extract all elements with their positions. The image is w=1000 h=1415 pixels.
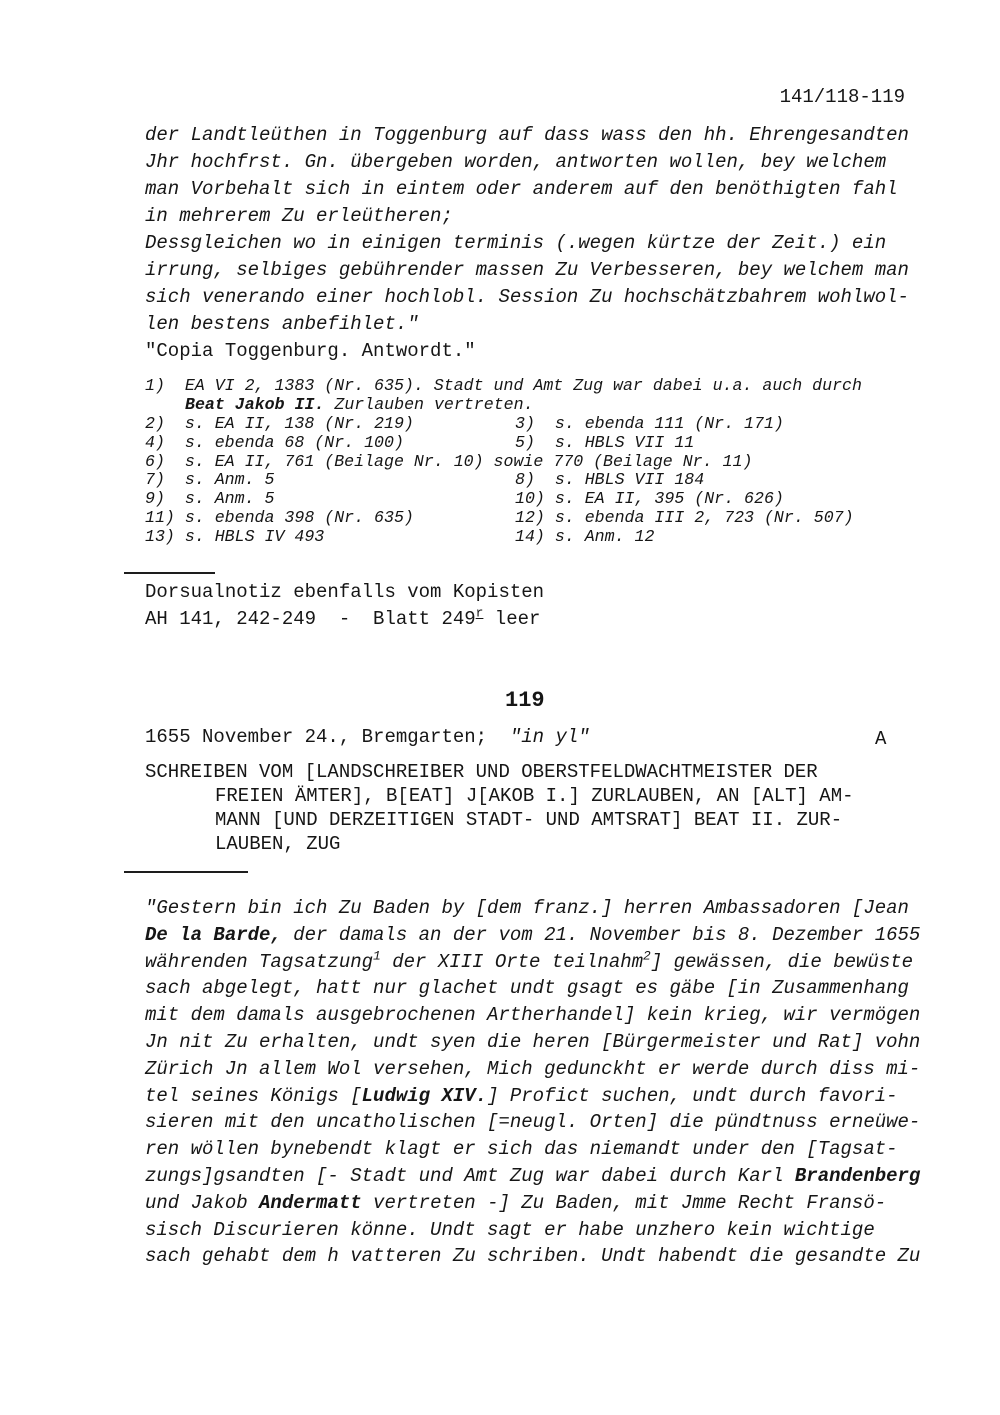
text-segment: Dorsualnotiz ebenfalls vom Kopisten — [145, 581, 545, 603]
text-segment: sach gehabt dem h vatteren Zu schriben. Undt habendt die gesandte Zu — [145, 1245, 921, 1268]
text-segment: mit dem damals ausgebrochenen Artherhandel] kein krieg, wir vermögen — [145, 1004, 921, 1027]
text-segment: 1 — [373, 948, 381, 964]
text-line — [145, 922, 920, 949]
text-line — [145, 176, 909, 203]
text-segment: der damals an der vom 21. November bis 8. Dezember 1655 — [281, 923, 921, 946]
text-line — [145, 832, 854, 856]
text-segment: 1655 November 24., Bremgarten; — [145, 726, 510, 748]
text-line — [145, 434, 862, 453]
text-segment: vertreten -] Zu Baden, mit Jmme Recht Fransö- — [361, 1191, 887, 1214]
text-segment: irrung, selbiges gebührender massen Zu Verbesseren, bey welchem man — [145, 259, 909, 281]
text-line — [145, 1056, 920, 1083]
text-segment: Jhr hochfrst. Gn. übergeben worden, antworten wollen, bey welchem — [145, 151, 887, 173]
text-line — [145, 1002, 920, 1029]
footnote-right-column — [515, 471, 704, 490]
text-line — [145, 528, 862, 547]
text-segment: Dessgleichen wo in einigen terminis (.wegen kürtze der Zeit.) ein — [145, 232, 887, 254]
separator-rule-title — [124, 871, 248, 873]
text-segment: sisch Discurieren könne. Undt sagt er habe unzhero kein wichtige — [145, 1218, 875, 1241]
footnotes-118-block — [145, 377, 862, 547]
text-segment: "in yl" — [509, 726, 590, 748]
text-segment: 2) s. EA II, 138 (Nr. 219) — [145, 413, 414, 433]
text-segment: ren wöllen bynebendt klagt er sich das niemandt under den [Tagsat- — [145, 1138, 898, 1161]
text-line — [145, 975, 920, 1002]
text-segment: 13) s. HBLS IV 493 — [145, 527, 325, 547]
document-body-transcript — [145, 895, 920, 1270]
text-line — [145, 1217, 920, 1244]
text-line — [145, 727, 590, 747]
footnote-right-column — [515, 528, 654, 547]
text-segment: 4) s. ebenda 68 (Nr. 100) — [145, 432, 404, 452]
text-segment: Zurlauben vertreten. — [324, 394, 534, 414]
text-line — [145, 1243, 920, 1270]
text-line — [145, 122, 909, 149]
text-segment: FREIEN ÄMTER], B[EAT] J[AKOB I.] ZURLAUBEN, AN [ALT] AM- — [215, 785, 854, 807]
text-segment: 14) s. Anm. 12 — [515, 527, 655, 547]
text-segment: 9) s. Anm. 5 — [145, 489, 275, 509]
footnote-right-column — [515, 434, 694, 453]
text-segment: der Landtleüthen in Toggenburg auf dass wass den hh. Ehrengesandten — [145, 124, 909, 146]
text-line — [145, 257, 909, 284]
text-line — [145, 377, 862, 396]
text-segment: Ludwig XIV. — [361, 1084, 488, 1107]
text-line — [145, 579, 544, 606]
text-segment: Zürich Jn allem Wol versehen, Mich gedunckht er werde durch diss mi- — [145, 1057, 921, 1080]
text-segment: De la Barde, — [145, 923, 282, 946]
text-line — [145, 471, 862, 490]
dorsual-note-block — [145, 579, 544, 633]
text-segment: 10) s. EA II, 395 (Nr. 626) — [515, 489, 784, 509]
text-line — [145, 949, 920, 976]
page-reference-number: 141/118-119 — [779, 86, 905, 108]
text-segment: und Jakob — [145, 1191, 260, 1214]
text-line — [145, 338, 909, 365]
text-segment: ] Profict suchen, undt durch favori- — [487, 1084, 898, 1107]
footnote-right-column — [515, 509, 854, 528]
text-segment: 3) s. ebenda 111 (Nr. 171) — [515, 413, 784, 433]
text-segment: währenden Tagsatzung — [145, 950, 374, 973]
text-segment: sieren mit den uncatholischen [=neugl. Orten] die pündtnuss erneüwe- — [145, 1111, 921, 1134]
text-segment: 12) s. ebenda III 2, 723 (Nr. 507) — [515, 508, 854, 528]
text-segment: "Gestern bin ich Zu Baden by [dem franz.] herren Ambassadoren [Jean — [145, 897, 909, 919]
text-line — [145, 1029, 920, 1056]
text-segment: r — [475, 605, 484, 621]
document-title-block — [145, 760, 854, 856]
text-line — [145, 203, 909, 230]
text-segment: 2 — [643, 948, 651, 964]
text-segment: Andermatt — [259, 1191, 362, 1214]
text-line — [145, 784, 854, 808]
text-segment: sach abgelegt, hatt nur glachet undt gsagt es gäbe [in Zusammenhang — [145, 977, 909, 1000]
text-line — [145, 453, 862, 472]
text-segment: tel seines Königs [ — [145, 1084, 362, 1107]
text-segment: "Copia Toggenburg. Antwordt." — [145, 340, 476, 362]
text-segment: Jn nit Zu erhalten, undt syen die heren [Bürgermeister und Rat] vohn — [145, 1030, 921, 1053]
text-segment: Beat Jakob II. — [185, 394, 325, 414]
text-segment: sich venerando einer hochlobl. Session Zu hochschätzbahrem wohlwol- — [145, 286, 909, 308]
document-dateline — [145, 727, 590, 747]
text-segment: Brandenberg — [794, 1164, 921, 1187]
text-line — [145, 509, 862, 528]
text-segment: 7) s. Anm. 5 — [145, 470, 275, 490]
text-segment: len bestens anbefihlet." — [145, 313, 419, 335]
footnote-right-column — [515, 415, 784, 434]
text-line — [145, 490, 862, 509]
separator-rule-dorsual — [124, 572, 215, 574]
text-segment: man Vorbehalt sich in eintem oder anderem auf den benöthigten fahl — [145, 178, 898, 200]
text-segment: zungs]gsandten [- Stadt und Amt Zug war dabei durch Karl — [145, 1164, 795, 1187]
text-line — [145, 230, 909, 257]
text-line — [145, 1190, 920, 1217]
text-segment: in mehrerem Zu erleütheren; — [145, 205, 453, 227]
source-siglum: A — [875, 728, 887, 750]
text-line — [145, 895, 920, 922]
text-segment: ] gewässen, die bewüste — [650, 950, 914, 973]
text-line — [145, 1163, 920, 1190]
transcript-118-quote-block — [145, 122, 909, 365]
text-line — [145, 808, 854, 832]
text-segment: 11) s. ebenda 398 (Nr. 635) — [145, 508, 414, 528]
text-line — [145, 1083, 920, 1110]
text-segment: leer — [483, 608, 541, 630]
text-line — [145, 1136, 920, 1163]
text-segment: AH 141, 242-249 - Blatt 249 — [145, 608, 476, 630]
text-line — [145, 284, 909, 311]
document-number-heading: 119 — [505, 688, 545, 713]
text-segment: LAUBEN, ZUG — [215, 833, 341, 855]
text-line — [145, 760, 854, 784]
text-line — [145, 311, 909, 338]
text-segment: MANN [UND DERZEITIGEN STADT- UND AMTSRAT] BEAT II. ZUR- — [215, 809, 843, 831]
text-segment: der XIII Orte teilnahm — [380, 950, 644, 973]
text-line — [145, 1109, 920, 1136]
text-segment: SCHREIBEN VOM [LANDSCHREIBER UND OBERSTFELDWACHTMEISTER DER — [145, 761, 818, 783]
text-line — [145, 396, 862, 415]
text-segment: 8) s. HBLS VII 184 — [515, 470, 705, 490]
text-line — [145, 606, 544, 633]
text-line — [145, 415, 862, 434]
footnote-right-column — [515, 490, 784, 509]
text-line — [145, 149, 909, 176]
text-segment: 6) s. EA II, 761 (Beilage Nr. 10) sowie 770 (Beilage Nr. 11) — [145, 451, 753, 471]
text-segment: 1) EA VI 2, 1383 (Nr. 635). Stadt und Amt Zug war dabei u.a. auch durch — [145, 376, 862, 395]
text-segment: 5) s. HBLS VII 11 — [515, 432, 695, 452]
